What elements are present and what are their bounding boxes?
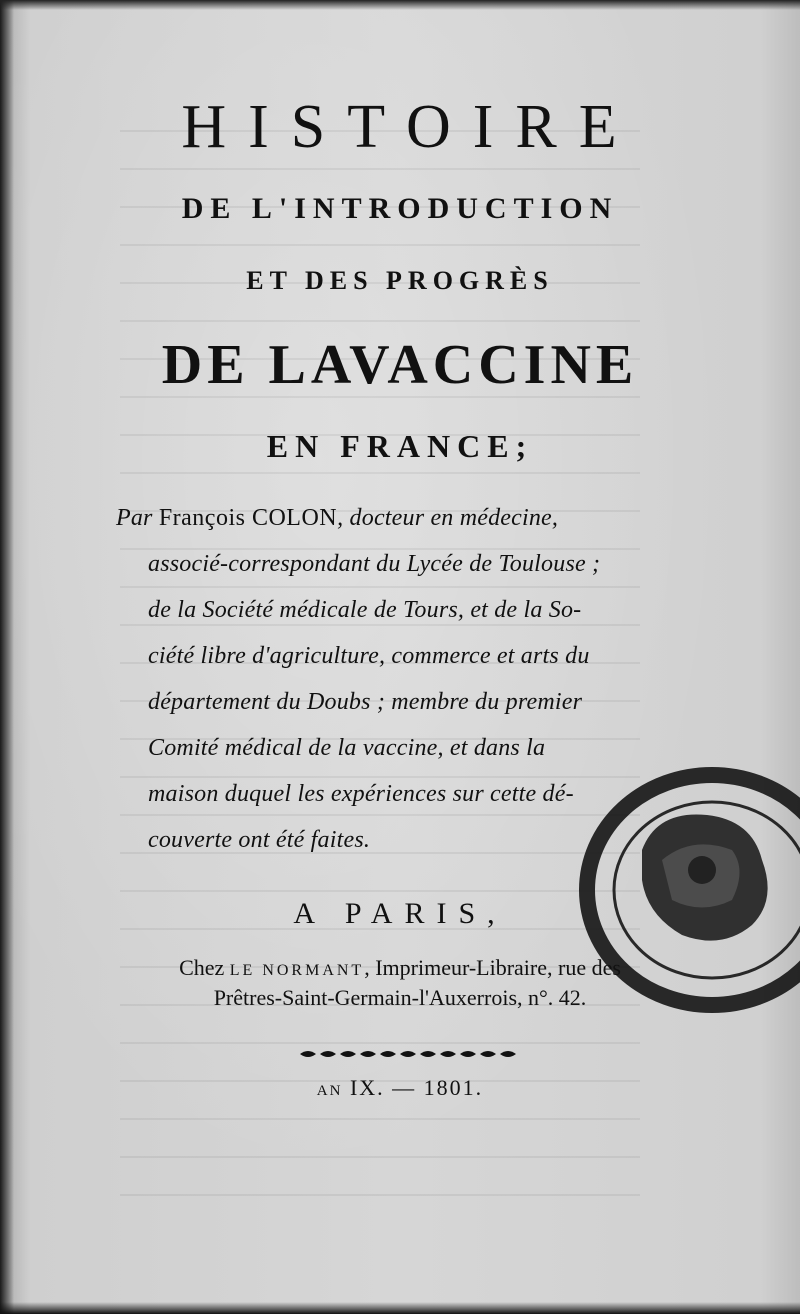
title-france: EN FRANCE; xyxy=(266,428,534,464)
author-line: Comité médical de la vaccine, et dans la xyxy=(148,735,546,761)
page-top-shadow xyxy=(0,0,800,10)
author-line: couverte ont été faites. xyxy=(148,827,371,853)
date-an: AN xyxy=(316,1083,343,1099)
author-line: associé-correspondant du Lycée de Toulouse ; xyxy=(148,551,601,577)
library-stamp-icon xyxy=(562,740,800,1020)
date-year: IX. — 1801. xyxy=(342,1075,484,1100)
page-bottom-shadow xyxy=(0,1302,800,1314)
title-introduction: DE L'INTRODUCTION xyxy=(181,192,619,225)
imprint-date xyxy=(0,1075,800,1101)
author-name: François COLON xyxy=(158,505,338,531)
author-line-text: , docteur en médecine, xyxy=(337,505,559,531)
author-line: département du Doubs ; membre du premier xyxy=(148,689,583,715)
author-line xyxy=(116,495,716,541)
author-line: ciété libre d'agriculture, commerce et arts du xyxy=(148,643,590,669)
imprint-address: Prêtres-Saint-Germain-l'Auxerrois, n°. 42. xyxy=(213,985,587,1010)
title-vaccine: DE LAVACCINE xyxy=(161,334,639,396)
author-line: de la Société médicale de Tours, et de la So- xyxy=(148,597,582,623)
author-line: maison duquel les expériences sur cette dé- xyxy=(148,781,574,807)
ornament-rule xyxy=(298,1046,524,1062)
title-histoire: HISTOIRE xyxy=(181,93,639,161)
publisher-name: LE NORMANT xyxy=(229,962,365,979)
imprint-city: A PARIS, xyxy=(293,897,507,930)
title-progres: ET DES PROGRÈS xyxy=(246,266,554,295)
publisher-rest: , Imprimeur-Libraire, rue des xyxy=(364,955,621,980)
author-prefix: Par xyxy=(116,505,159,531)
publisher-prefix: Chez xyxy=(179,955,230,980)
